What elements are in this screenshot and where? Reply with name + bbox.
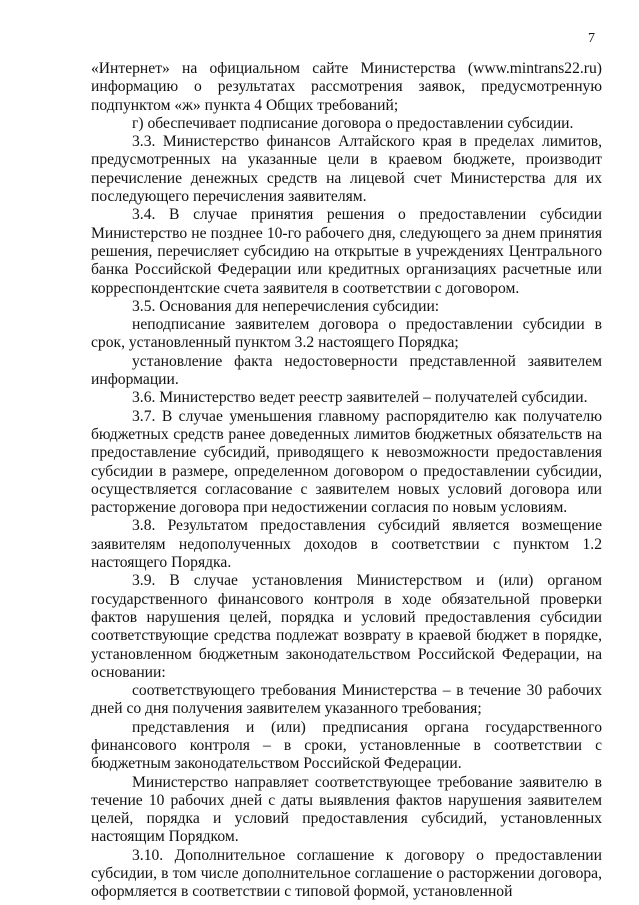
paragraph-3-5-item-1: неподписание заявителем договора о предоставлении субсидии в срок, установленный пунктом 3.2 настоящего Порядка; [91,316,602,352]
paragraph-3-4: 3.4. В случае принятия решения о предоставлении субсидии Министерство не позднее 10-го рабочего дня, следующего за днем принятия решения, перечисляет субсидию на открытые в учреждениях Центрального банка Российской Федерации или кредитных организациях расчетные или корреспондентские счета заявителя в соответствии с договором. [91,206,602,297]
paragraph-internet-info: «Интернет» на официальном сайте Министерства (www.mintrans22.ru) информацию о результатах рассмотрения заявок, предусмотренную подпунктом «ж» пункта 4 Общих требований; [91,60,602,114]
paragraph-3-3: 3.3. Министерство финансов Алтайского края в пределах лимитов, предусмотренных на указанные цели в краевом бюджете, производит перечисление денежных средств на лицевой счет Министерства для их последующего перечисления заявителям. [91,133,602,206]
paragraph-3-8: 3.8. Результатом предоставления субсидий является возмещение заявителям недополученных доходов в соответствии с пунктом 1.2 настоящего Порядка. [91,517,602,572]
paragraph-3-5-item-2: установление факта недостоверности представленной заявителем информации. [91,352,602,389]
paragraph-3-5: 3.5. Основания для неперечисления субсидии: [132,297,440,315]
document-text [91,60,602,902]
paragraph-3-10: 3.10. Дополнительное соглашение к договору о предоставлении субсидии, в том числе дополнительное соглашение о расторжении договора, оформляется в соответствии с типовой формой, установленной [91,846,602,901]
paragraph-subpoint-g: г) обеспечивает подписание договора о предоставлении субсидии. [132,114,574,132]
paragraph-ministry-requirement: Министерство направляет соответствующее требование заявителю в течение 10 рабочих дней с даты выявления фактов нарушения заявителем целей, порядка и условий предоставления субсидий, установленных настоящим Порядком. [91,773,602,846]
paragraph-3-9: 3.9. В случае установления Министерством и (или) органом государственного финансового контроля в ходе обязательной проверки фактов нарушения целей, порядка и условий предоставления субсидии соответствующие средства подлежат возврату в краевой бюджет в порядке, установленном бюджетным законодательством Российской Федерации, на основании: [91,572,602,681]
paragraph-3-7: 3.7. В случае уменьшения главному распорядителю как получателю бюджетных средств ранее доведенных лимитов бюджетных обязательств на предоставление субсидий, приводящего к невозможности предоставления субсидии в размере, определенном договором о предоставлении субсидии, осуществляется согласование с заявителем новых условий договора или расторжение договора при недостижении согласия по новым условиям. [91,407,602,517]
paragraph-3-6: 3.6. Министерство ведет реестр заявителей – получателей субсидии. [132,389,588,407]
page-number: 7 [588,31,595,46]
paragraph-3-9-item-2: представления и (или) предписания органа государственного финансового контроля – в сроки, установленные в соответствии с бюджетным законодательством Российской Федерации. [91,718,602,773]
paragraph-3-9-item-1: соответствующего требования Министерства – в течение 30 рабочих дней со дня получения заявителем указанного требования; [91,682,602,718]
